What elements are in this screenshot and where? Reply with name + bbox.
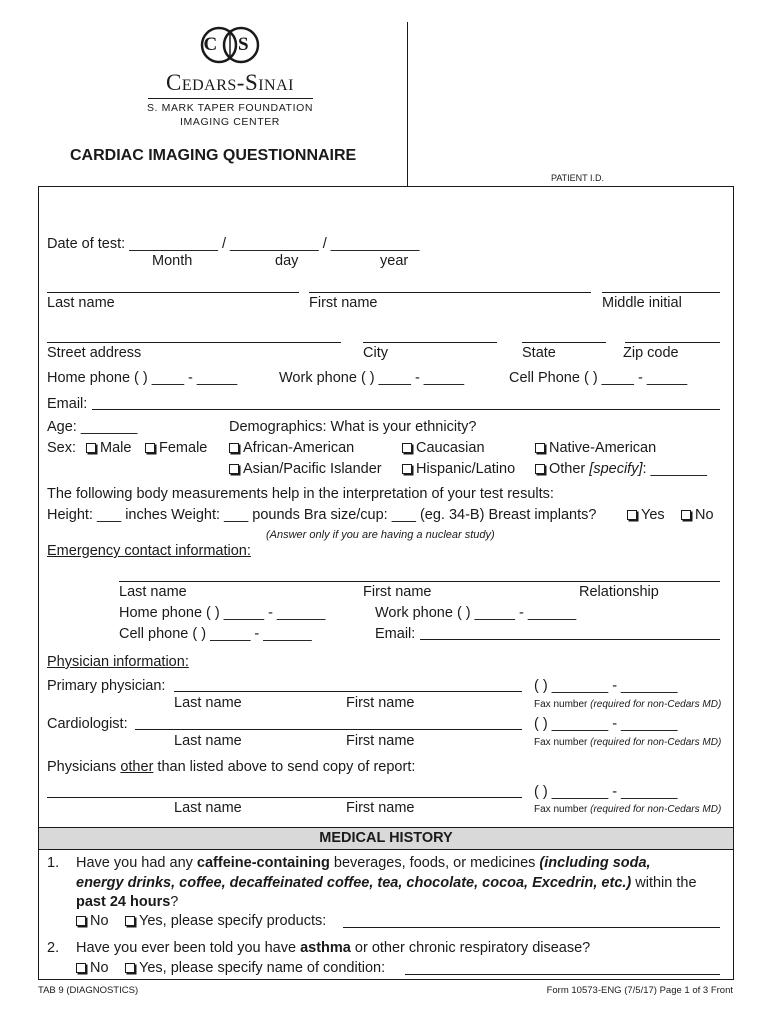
ec-work-phone-field[interactable]: Work phone ( ) _____ - ______	[375, 605, 577, 621]
checkbox-icon[interactable]	[535, 443, 545, 453]
female-option[interactable]: Female	[145, 440, 207, 457]
primary-last-name-label: Last name	[174, 695, 242, 711]
q2-number: 2.	[47, 940, 60, 956]
checkbox-icon[interactable]	[86, 443, 96, 453]
ec-email-label: Email:	[375, 626, 416, 642]
ethnicity-native-american[interactable]: Native-American	[535, 440, 656, 457]
foundation-name: S. MARK TAPER FOUNDATION	[146, 102, 314, 114]
page-title: CARDIAC IMAGING QUESTIONNAIRE	[70, 147, 357, 164]
city-label: City	[363, 345, 388, 361]
sex-label: Sex:	[47, 440, 77, 456]
checkbox-icon[interactable]	[627, 510, 637, 520]
zip-label: Zip code	[623, 345, 679, 361]
checkbox-icon[interactable]	[145, 443, 155, 453]
cardiologist-input[interactable]	[135, 729, 522, 730]
brand-name: Cedars-Sinai	[165, 70, 294, 95]
q2-line1: Have you ever been told you have asthma or other chronic respiratory disease?	[76, 940, 591, 956]
q1-line3: past 24 hours?	[76, 894, 179, 910]
other-physicians-label: Physicians other than listed above to send copy of report:	[47, 759, 416, 775]
ec-first-name-label: First name	[363, 584, 432, 600]
ethnicity-asian[interactable]: Asian/Pacific Islander	[229, 461, 382, 478]
middle-initial-label: Middle initial	[602, 295, 682, 311]
ethnicity-african-american[interactable]: African-American	[229, 440, 354, 457]
brand-divider	[148, 98, 313, 99]
checkbox-icon[interactable]	[681, 510, 691, 520]
height-weight-fields[interactable]: Height: ___ inches Weight: ___ pounds Bra size/cup: ___ (eg. 34-B) Breast implants?	[47, 507, 597, 523]
primary-first-name-label: First name	[346, 695, 415, 711]
city-input[interactable]	[363, 342, 497, 343]
first-name-label: First name	[309, 295, 378, 311]
last-name-input[interactable]	[47, 292, 299, 293]
zip-input[interactable]	[625, 342, 720, 343]
q1-line2: energy drinks, coffee, decaffeinated coffee, tea, chocolate, cocoa, Excedrin, etc.) within the	[76, 875, 697, 891]
ethnicity-other[interactable]: Other [specify]: _______	[535, 461, 707, 478]
other-last-name-label: Last name	[174, 800, 242, 816]
checkbox-icon[interactable]	[229, 464, 239, 474]
ec-cell-phone-field[interactable]: Cell phone ( ) _____ - ______	[119, 626, 312, 642]
street-input[interactable]	[47, 342, 341, 343]
ec-email-input[interactable]	[420, 639, 720, 640]
cardiologist-fax-input[interactable]: ( ) _______ - _______	[534, 716, 678, 732]
q1-line1: Have you had any caffeine-containing beverages, foods, or medicines (including soda,	[76, 855, 651, 871]
other-first-name-label: First name	[346, 800, 415, 816]
checkbox-icon[interactable]	[125, 963, 135, 973]
checkbox-icon[interactable]	[402, 464, 412, 474]
male-option[interactable]: Male	[86, 440, 131, 457]
q2-condition-input[interactable]	[405, 974, 720, 975]
demographics-question: Demographics: What is your ethnicity?	[229, 419, 477, 435]
ec-relationship-label: Relationship	[579, 584, 659, 600]
email-label: Email:	[47, 396, 88, 412]
imaging-center: IMAGING CENTER	[180, 116, 280, 128]
home-phone-field[interactable]: Home phone ( ) ____ - _____	[47, 370, 238, 386]
email-input[interactable]	[92, 409, 720, 410]
physician-info-title: Physician information:	[47, 654, 189, 670]
header-divider	[407, 22, 408, 186]
body-measurements-intro: The following body measurements help in the interpretation of your test results:	[47, 486, 554, 502]
cardiologist-fax-label: Fax number (required for non-Cedars MD)	[534, 737, 722, 748]
medical-history-title: MEDICAL HISTORY	[319, 830, 453, 846]
checkbox-icon[interactable]	[125, 916, 135, 926]
nuclear-note: (Answer only if you are having a nuclear study)	[266, 529, 495, 541]
street-label: Street address	[47, 345, 142, 361]
ethnicity-caucasian[interactable]: Caucasian	[402, 440, 485, 457]
cell-phone-field[interactable]: Cell Phone ( ) ____ - _____	[509, 370, 688, 386]
cedars-sinai-logo	[200, 25, 260, 65]
primary-physician-input[interactable]	[174, 691, 522, 692]
work-phone-field[interactable]: Work phone ( ) ____ - _____	[279, 370, 465, 386]
checkbox-icon[interactable]	[76, 963, 86, 973]
footer-form-info: Form 10573-ENG (7/5/17) Page 1 of 3 Front	[546, 985, 733, 996]
state-label: State	[522, 345, 556, 361]
checkbox-icon[interactable]	[76, 916, 86, 926]
emergency-contact-title: Emergency contact information:	[47, 543, 251, 559]
emergency-name-input[interactable]	[119, 581, 720, 582]
cardiologist-first-name-label: First name	[346, 733, 415, 749]
q1-yes-option[interactable]: Yes, please specify products:	[125, 913, 326, 930]
checkbox-icon[interactable]	[229, 443, 239, 453]
implants-no[interactable]: No	[681, 507, 714, 524]
cardiologist-last-name-label: Last name	[174, 733, 242, 749]
last-name-label: Last name	[47, 295, 115, 311]
first-name-input[interactable]	[309, 292, 591, 293]
primary-fax-input[interactable]: ( ) _______ - _______	[534, 678, 678, 694]
q2-yes-option[interactable]: Yes, please specify name of condition:	[125, 960, 385, 977]
q1-number: 1.	[47, 855, 60, 871]
primary-fax-label: Fax number (required for non-Cedars MD)	[534, 699, 722, 710]
age-field[interactable]: Age: _______	[47, 419, 138, 435]
cardiologist-label: Cardiologist:	[47, 716, 128, 732]
primary-physician-label: Primary physician:	[47, 678, 166, 694]
year-label: year	[380, 253, 409, 269]
q2-no-option[interactable]: No	[76, 960, 109, 977]
q1-products-input[interactable]	[343, 927, 720, 928]
date-of-test-field[interactable]: Date of test: ___________ / ___________ / ___________	[47, 236, 420, 252]
logo-monogram: C S	[203, 34, 257, 55]
other-physician-input[interactable]	[47, 797, 522, 798]
checkbox-icon[interactable]	[402, 443, 412, 453]
other-fax-label: Fax number (required for non-Cedars MD)	[534, 804, 722, 815]
patient-id-label: PATIENT I.D.	[551, 173, 605, 183]
state-input[interactable]	[522, 342, 606, 343]
q1-no-option[interactable]: No	[76, 913, 109, 930]
day-label: day	[275, 253, 299, 269]
checkbox-icon[interactable]	[535, 464, 545, 474]
ec-home-phone-field[interactable]: Home phone ( ) _____ - ______	[119, 605, 326, 621]
implants-yes[interactable]: Yes	[627, 507, 665, 524]
other-fax-input[interactable]: ( ) _______ - _______	[534, 784, 678, 800]
footer-tab: TAB 9 (DIAGNOSTICS)	[38, 985, 139, 996]
month-label: Month	[152, 253, 193, 269]
ethnicity-hispanic[interactable]: Hispanic/Latino	[402, 461, 515, 478]
ec-last-name-label: Last name	[119, 584, 187, 600]
middle-initial-input[interactable]	[602, 292, 720, 293]
